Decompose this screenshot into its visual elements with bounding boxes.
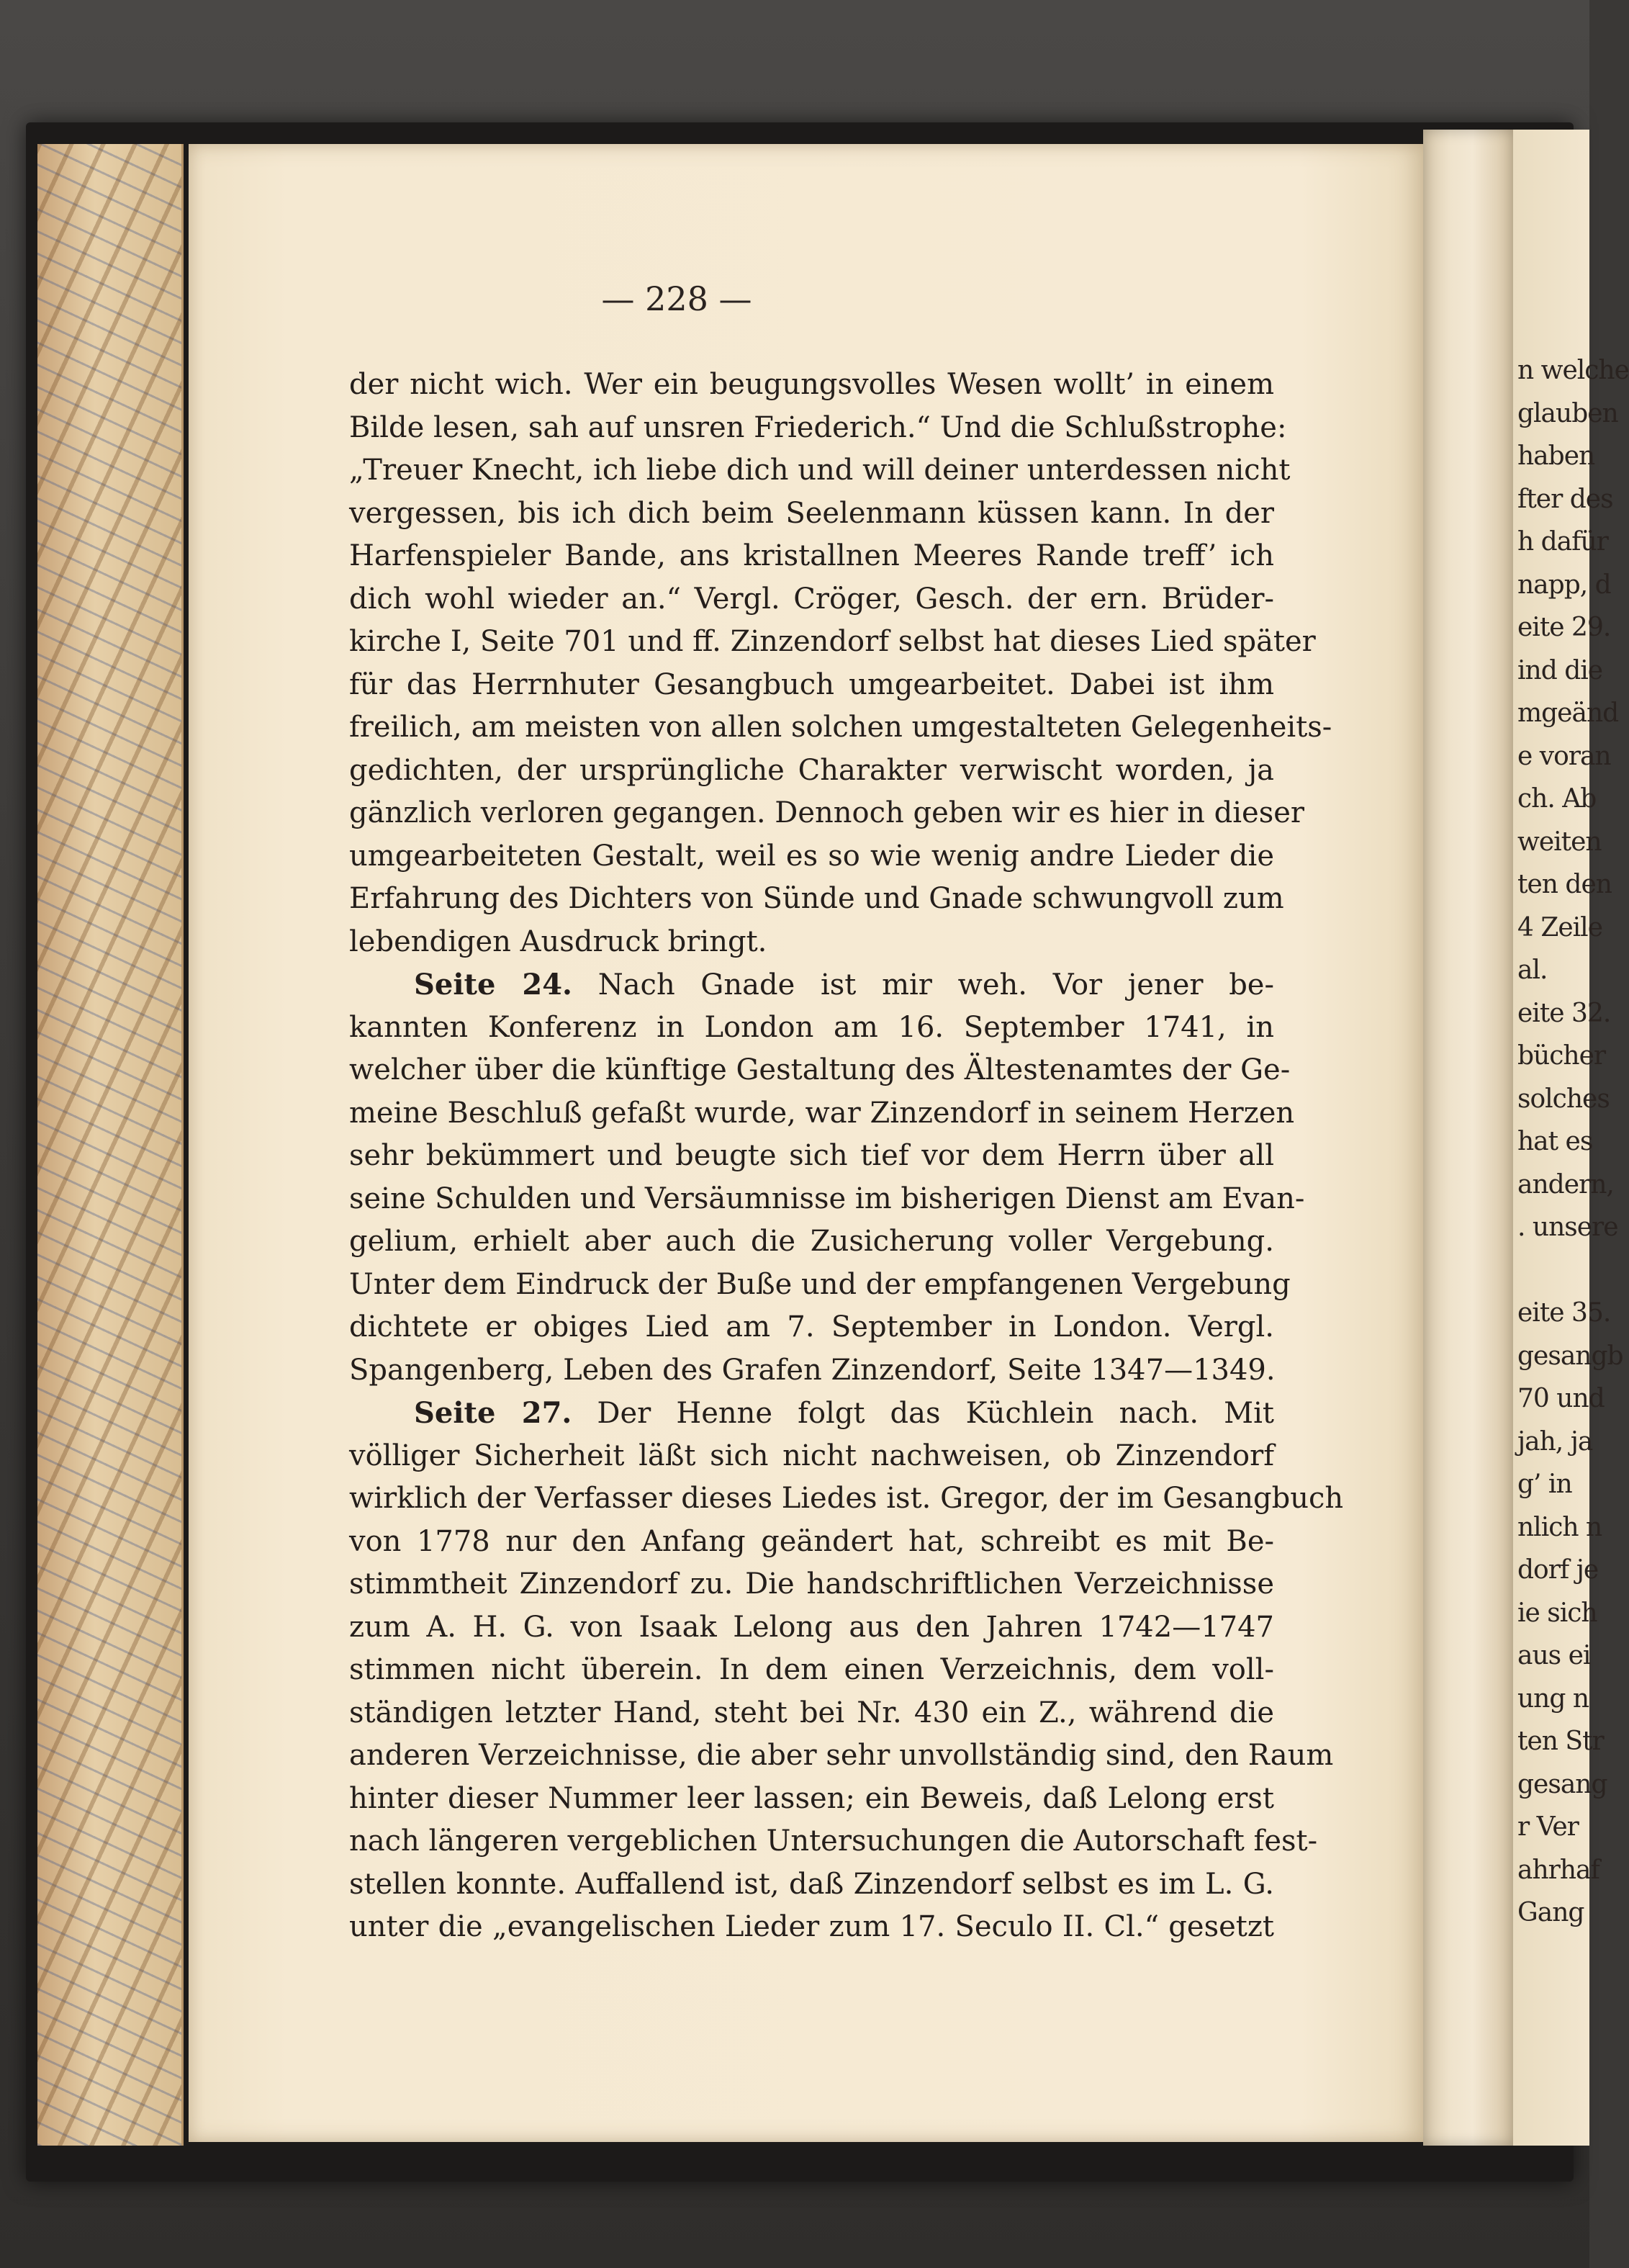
next-page-line: solches [1517,1084,1610,1114]
text-line [349,621,1316,664]
text-line [349,1349,1274,1392]
next-page-line: bücher [1517,1041,1606,1071]
next-page-line: aus ei [1517,1641,1591,1670]
text-line-content: meine Beschluß gefaßt wurde, war Zinzendorf in seinem Herzen [349,1096,1295,1130]
text-line-content: unter die „evangelischen Lieder zum 17. Seculo II. Cl.“ gesetzt [349,1910,1274,1943]
text-line [349,1563,1274,1606]
next-page-line: Gang [1517,1898,1584,1927]
text-line [349,1135,1274,1178]
text-line-content: nach längeren vergeblichen Untersuchungen die Autorschaft fest- [349,1824,1318,1858]
next-page-line: napp, d [1517,570,1611,600]
text-line-content: anderen Verzeichnisse, die aber sehr unvollständig sind, den Raum [349,1739,1334,1772]
text-line [349,1778,1274,1821]
text-line [349,1049,1291,1092]
text-line-content: dichtete er obiges Lied am 7. September in London. Vergl. [349,1310,1274,1344]
text-line [349,535,1274,578]
text-line [349,1906,1274,1949]
next-page-line: ie sich [1517,1598,1597,1628]
next-page-line: ten Str [1517,1727,1604,1756]
text-line-content: Der Henne folgt das Küchlein nach. Mit [572,1397,1274,1430]
next-page-line: eite 32. [1517,998,1611,1028]
next-page-line: ung n [1517,1683,1589,1714]
next-page-line: e voran [1517,741,1611,771]
text-line-content: gänzlich verloren gegangen. Dennoch geben wir es hier in dieser [349,796,1305,829]
next-page-line: eite 35. [1517,1298,1611,1328]
page-body-text [349,364,1344,1949]
text-line-content: hinter dieser Nummer leer lassen; ein Beweis, daß Lelong erst [349,1781,1274,1815]
text-line-content: umgearbeiteten Gestalt, weil es so wie wenig andre Lieder die [349,839,1274,873]
page-number: — 228 — [601,279,752,318]
text-line-content: völliger Sicherheit läßt sich nicht nachweisen, ob Zinzendorf [349,1439,1274,1472]
text-line [349,449,1291,492]
next-page-line: r Ver [1517,1812,1579,1842]
text-line-content: stimmtheit Zinzendorf zu. Die handschriftlichen Verzeichnisse [349,1567,1274,1601]
text-line [349,1606,1274,1650]
text-line-content: der nicht wich. Wer ein beugungsvolles Wesen wollt’ in einem [349,368,1274,401]
text-line [349,407,1287,450]
next-page-line: 70 und [1517,1384,1605,1413]
next-page-line: 4 Zeile [1517,912,1602,942]
next-page-line: . unsere [1517,1212,1618,1242]
next-page-fragment [1513,130,1629,2146]
next-page-line: g’ in [1517,1470,1572,1499]
next-page-line: al. [1517,955,1548,985]
text-line-content: lebendigen Ausdruck bringt. [349,924,767,958]
next-page-line: eite 29. [1517,613,1611,642]
text-line [349,1264,1291,1307]
text-line [349,706,1332,750]
text-line-content: für das Herrnhuter Gesangbuch umgearbeitet. Dabei ist ihm [349,667,1274,701]
text-line [349,1649,1274,1692]
text-line-content: von 1778 nur den Anfang geändert hat, schreibt es mit Be- [349,1524,1274,1558]
text-line [349,878,1284,921]
text-line-content: gelium, erhielt aber auch die Zusicherung voller Vergebung. [349,1225,1274,1258]
text-line [349,1092,1295,1135]
section-reference: Seite 24. [414,968,572,1002]
text-line-content: dich wohl wieder an.“ Vergl. Cröger, Gesch. der ern. Brüder- [349,582,1274,616]
text-line [349,1306,1274,1349]
text-line [349,1007,1274,1050]
next-page-line [1517,1253,1589,1289]
next-page-line: andern, [1517,1169,1614,1200]
book-gutter [1423,130,1513,2146]
text-line-content: kannten Konferenz in London am 16. September 1741, in [349,1010,1274,1044]
text-line-content: freilich, am meisten von allen solchen umgestalteten Gelegenheits- [349,711,1332,744]
next-page-line: dorf je [1517,1555,1599,1585]
next-page-line: hat es [1517,1127,1593,1156]
text-line [349,1692,1274,1735]
next-page-line: haben [1517,441,1595,471]
next-page-line: jah, ja [1517,1426,1593,1457]
text-line [349,792,1305,835]
text-line [349,1178,1305,1221]
next-page-line: nlich n [1517,1512,1602,1542]
text-line-content: „Treuer Knecht, ich liebe dich und will deiner unterdessen nicht [349,454,1291,487]
next-page-line: ten den [1517,870,1612,899]
next-page-line: fter des [1517,484,1613,514]
text-line [349,750,1274,793]
text-line-content: zum A. H. G. von Isaak Lelong aus den Jahren 1742—1747 [349,1610,1274,1644]
text-line-content: Unter dem Eindruck der Buße und der empfangenen Vergebung [349,1267,1291,1301]
marbled-page-edge [37,144,184,2146]
next-page-line: ch. Ab [1517,784,1597,814]
text-line [349,1863,1274,1907]
text-line [349,492,1274,536]
text-line [349,1220,1274,1264]
text-line [349,921,1274,964]
text-line-content: gedichten, der ursprüngliche Charakter verwischt worden, ja [349,753,1274,787]
next-page-line: glauben [1517,398,1618,428]
text-line-content: ständigen letzter Hand, steht bei Nr. 430 ein Z., während die [349,1696,1274,1729]
section-reference: Seite 27. [414,1396,572,1430]
text-line-content: sehr bekümmert und beugte sich tief vor dem Herrn über all [349,1139,1274,1172]
text-line-content: welcher über die künftige Gestaltung des Ältestenamtes der Ge- [349,1053,1291,1086]
text-line-content: vergessen, bis ich dich beim Seelenmann küssen kann. In der [349,496,1274,530]
text-line-content: Harfenspieler Bande, ans kristallnen Meeres Rande treff’ ich [349,539,1274,572]
text-line [349,1435,1274,1478]
text-line [349,1734,1334,1778]
text-line [349,963,1274,1007]
text-line [349,835,1274,878]
next-page-line: mgeänd [1517,698,1619,728]
text-line [349,364,1274,407]
next-page-line: gesang [1517,1769,1607,1799]
text-line-content: Bilde lesen, sah auf unsren Friederich.“ Und die Schlußstrophe: [349,410,1287,444]
next-page-line: h dafür [1517,527,1608,557]
text-line [349,1521,1274,1564]
text-line [349,1820,1318,1863]
text-line [349,664,1274,707]
text-line [349,578,1274,621]
next-page-line: gesangb [1517,1341,1623,1371]
text-line-content: kirche I, Seite 701 und ff. Zinzendorf selbst hat dieses Lied später [349,625,1316,658]
next-page-line: ahrhaf [1517,1855,1599,1885]
text-line-content: seine Schulden und Versäumnisse im bisherigen Dienst am Evan- [349,1182,1305,1215]
text-line-content: Nach Gnade ist mir weh. Vor jener be- [572,968,1274,1002]
text-line-content: stimmen nicht überein. In dem einen Verzeichnis, dem voll- [349,1653,1274,1686]
text-line-content: stellen konnte. Auffallend ist, daß Zinzendorf selbst es im L. G. [349,1867,1274,1901]
text-line-content: Spangenberg, Leben des Grafen Zinzendorf, Seite 1347—1349. [349,1353,1276,1387]
next-page-line: ind die [1517,655,1603,685]
text-line [349,1477,1344,1521]
next-page-line: n welche [1517,356,1629,385]
text-line-content: wirklich der Verfasser dieses Liedes ist. Gregor, der im Gesangbuch [349,1482,1344,1515]
next-page-line: weiten [1517,827,1602,857]
text-line-content: Erfahrung des Dichters von Sünde und Gnade schwungvoll zum [349,882,1284,915]
text-line [349,1392,1274,1435]
